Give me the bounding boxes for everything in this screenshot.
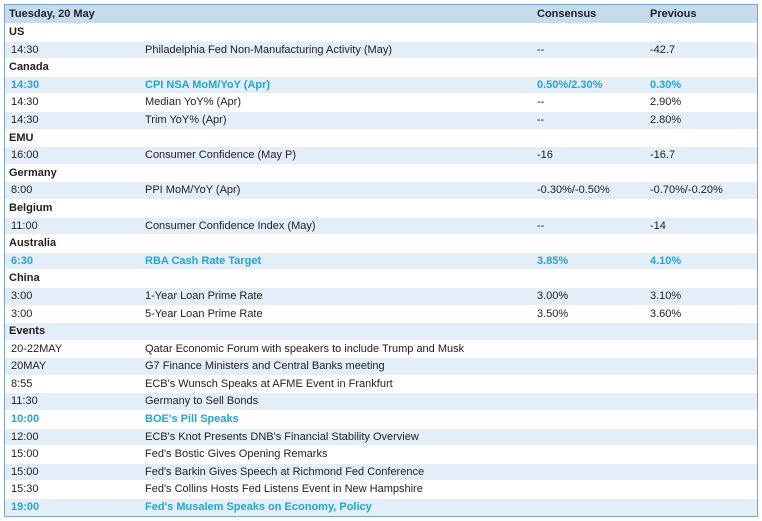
event-cell: Trim YoY% (Apr) (145, 113, 227, 126)
section-row (5, 234, 757, 252)
consensus-cell: -16 (537, 149, 553, 162)
table-row (5, 41, 757, 59)
section-row (5, 199, 757, 217)
header-date: Tuesday, 20 May (9, 8, 95, 20)
table-row (5, 252, 757, 270)
section-label: EMU (9, 131, 34, 144)
event-cell: Philadelphia Fed Non-Manufacturing Activity (May) (145, 43, 393, 56)
table-row (5, 428, 757, 446)
time-cell: 3:00 (11, 307, 33, 320)
section-row (5, 129, 757, 147)
time-cell: 11:30 (11, 395, 38, 408)
previous-cell: 4.10% (650, 254, 682, 267)
table-row (5, 93, 757, 111)
table-body (5, 23, 757, 516)
event-cell: G7 Finance Ministers and Central Banks meeting (145, 360, 385, 373)
previous-cell: -16.7 (650, 149, 676, 162)
event-cell: Qatar Economic Forum with speakers to include Trump and Musk (145, 342, 465, 355)
table-row (5, 498, 757, 516)
event-cell: Median YoY% (Apr) (145, 96, 241, 109)
event-cell: 5-Year Loan Prime Rate (145, 307, 263, 320)
event-cell: Fed's Musalem Speaks on Economy, Policy (145, 501, 372, 514)
event-cell: 1-Year Loan Prime Rate (145, 289, 263, 302)
time-cell: 8:00 (11, 184, 33, 197)
time-cell: 11:00 (11, 219, 38, 232)
section-label: Australia (9, 237, 57, 250)
previous-cell: 3.10% (650, 289, 682, 302)
time-cell: 10:00 (11, 413, 40, 426)
event-cell: Fed's Collins Hosts Fed Listens Event in New Hampshire (145, 483, 423, 496)
consensus-cell: -- (537, 113, 545, 126)
consensus-cell: 3.50% (537, 307, 569, 320)
previous-cell: 2.80% (650, 113, 682, 126)
section-label: Belgium (9, 201, 53, 214)
table-row (5, 410, 757, 428)
table-row (5, 305, 757, 323)
table-row (5, 76, 757, 94)
time-cell: 16:00 (11, 149, 39, 162)
time-cell: 15:30 (11, 483, 39, 496)
table-row (5, 217, 757, 235)
time-cell: 3:00 (11, 289, 33, 302)
time-cell: 19:00 (11, 501, 40, 514)
previous-cell: 0.30% (650, 78, 682, 91)
time-cell: 12:00 (11, 430, 39, 443)
event-cell: Fed's Barkin Gives Speech at Richmond Fed Conference (145, 465, 425, 478)
table-row (5, 181, 757, 199)
time-cell: 14:30 (11, 43, 39, 56)
section-label: China (9, 272, 40, 285)
section-row (5, 164, 757, 182)
time-cell: 15:00 (11, 448, 39, 461)
consensus-cell: -0.30%/-0.50% (537, 184, 610, 197)
previous-cell: -0.70%/-0.20% (650, 184, 723, 197)
table-row (5, 287, 757, 305)
event-cell: BOE's Pill Speaks (145, 413, 239, 426)
time-cell: 20MAY (11, 360, 47, 373)
event-cell: RBA Cash Rate Target (145, 254, 262, 267)
event-cell: ECB's Wunsch Speaks at AFME Event in Frankfurt (145, 377, 393, 390)
time-cell: 20-22MAY (11, 342, 63, 355)
section-row (5, 269, 757, 287)
header-previous: Previous (650, 8, 697, 20)
table-row (5, 480, 757, 498)
table-row (5, 375, 757, 393)
consensus-cell: 3.00% (537, 289, 569, 302)
time-cell: 8:55 (11, 377, 33, 390)
table-row (5, 340, 757, 358)
section-row (5, 58, 757, 76)
time-cell: 14:30 (11, 113, 39, 126)
event-cell: Consumer Confidence (May P) (145, 149, 297, 162)
consensus-cell: -- (537, 96, 545, 109)
previous-cell: 2.90% (650, 96, 682, 109)
header-consensus: Consensus (537, 8, 597, 20)
section-label: Germany (9, 166, 57, 179)
section-row (5, 23, 757, 41)
previous-cell: -14 (650, 219, 666, 232)
time-cell: 14:30 (11, 78, 40, 91)
event-cell: Consumer Confidence Index (May) (145, 219, 316, 232)
table-header (5, 5, 757, 23)
table-row (5, 445, 757, 463)
section-label: US (9, 26, 25, 38)
event-cell: PPI MoM/YoY (Apr) (145, 184, 241, 197)
time-cell: 15:00 (11, 465, 39, 478)
time-cell: 14:30 (11, 96, 39, 109)
time-cell: 6:30 (11, 254, 34, 267)
event-cell: ECB's Knot Presents DNB's Financial Stability Overview (145, 430, 419, 443)
previous-cell: -42.7 (650, 43, 676, 56)
consensus-cell: -- (537, 43, 545, 56)
table-row (5, 463, 757, 481)
section-row (5, 322, 757, 340)
event-cell: CPI NSA MoM/YoY (Apr) (145, 78, 271, 91)
consensus-cell: -- (537, 219, 545, 232)
section-label: Events (9, 325, 46, 338)
event-cell: Germany to Sell Bonds (145, 395, 259, 408)
previous-cell: 3.60% (650, 307, 682, 320)
consensus-cell: 3.85% (537, 254, 569, 267)
economic-calendar-table (4, 4, 758, 517)
table-row (5, 392, 757, 410)
table-row (5, 111, 757, 129)
event-cell: Fed's Bostic Gives Opening Remarks (145, 448, 328, 461)
consensus-cell: 0.50%/2.30% (537, 78, 603, 91)
section-label: Canada (9, 61, 49, 74)
table-row (5, 357, 757, 375)
table-row (5, 146, 757, 164)
